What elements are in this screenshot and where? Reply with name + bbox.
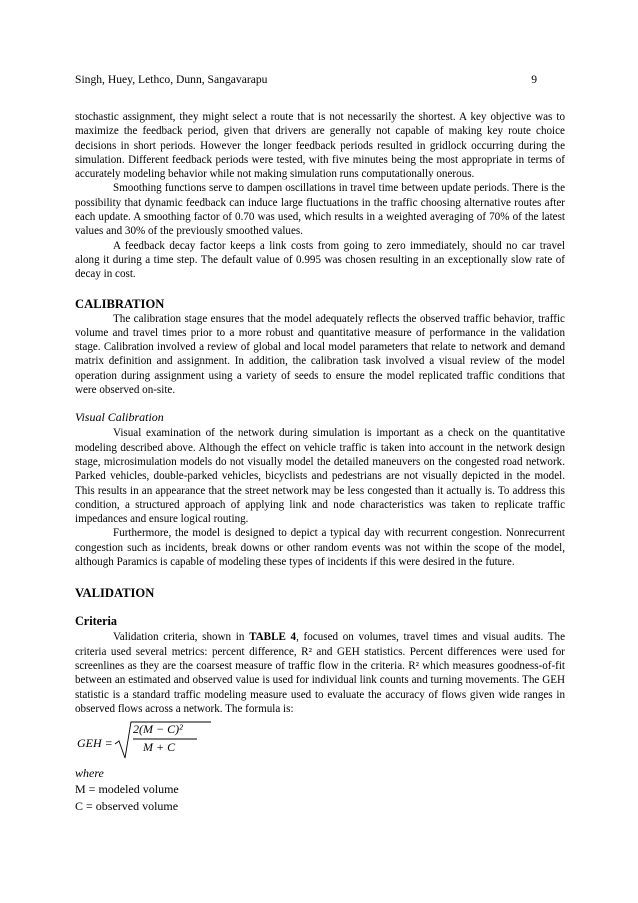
definition-m: M = modeled volume (75, 782, 179, 797)
definition-c: C = observed volume (75, 799, 179, 814)
paragraph: Visual examination of the network during simulation is important as a check on the quantitative modeling described above. Although the effect on vehicle traffic is taken into account in the network design stage, microsimulation models do not visually model the detailed maneuvers on the congested road network. Parked vehicles, double-parked vehicles, bicyclists and pedestrians are not visually depicted in the model. This results in an appearance that the street network may be less congested than it actually is. To address this condition, a structured approach of applying link and node characteristics was taken to replicate traffic impedances and ensure logical routing. (75, 427, 565, 526)
section-heading-validation: VALIDATION (75, 586, 155, 601)
page-header (75, 73, 563, 86)
section-heading-calibration: CALIBRATION (75, 296, 165, 311)
paragraph: Validation criteria, shown in TABLE 4, focused on volumes, travel times and visual audits. The criteria used several metrics: percent difference, R² and GEH statistics. Percent differences were used for screenlines as they are the coarsest measure of traffic flow in the criteria. R² which measures goodness-of-fit between an estimated and observed value is used for individual link counts and turning movements. The GEH statistic is a standard traffic modeling measure used to evaluate the accuracy of flows given wide ranges in observed flows across a network. The formula is: (75, 631, 565, 715)
formula-denominator: M + C (143, 740, 176, 755)
subsection-heading-criteria: Criteria (75, 614, 117, 629)
table-reference: TABLE 4 (249, 631, 297, 644)
paragraph: A feedback decay factor keeps a link costs from going to zero immediately, should no car travel along it during a time step. The default value of 0.995 was chosen resulting in an exceptionally slow rate of decay in cost. (75, 239, 565, 281)
paragraph: stochastic assignment, they might select a route that is not necessarily the shortest. A key objective was to maximize the feedback period, given that drivers are generally not capable of making key route choice decisions in short periods. However the longer feedback periods resulted in gridlock occurring during the simulation. Different feedback periods were tested, with five minutes being the most appropriate in terms of accurately modeling behavior while not making simulation runs computationally onerous. (75, 111, 565, 181)
paragraph: Smoothing functions serve to dampen oscillations in travel time between update periods. There is the possibility that dynamic feedback can induce large fluctuations in the traffic choosing alternative routes after each update. A smoothing factor of 0.70 was used, which results in a weighted averaging of 70% of the latest values and 30% of the previously smoothed values. (75, 182, 565, 238)
running-head-authors: Singh, Huey, Lethco, Dunn, Sangavarapu (75, 73, 268, 86)
paragraph: The calibration stage ensures that the model adequately reflects the observed traffic behavior, traffic volume and travel times prior to a more robust and quantitative measure of performance in the validation stage. Calibration involved a review of global and local model parameters that relate to network and demand matrix definition and assignment. In addition, the calibration task involved a visual review of the model operation during assignment using a variety of seeds to ensure the model replicated traffic conditions that were observed on-site. (75, 312, 565, 397)
page-body (75, 110, 565, 815)
subsection-heading-visual-calibration: Visual Calibration (75, 410, 164, 425)
paragraph: Furthermore, the model is designed to depict a typical day with recurrent congestion. Nonrecurrent congestion such as incidents, break downs or other random events was not within the scope of the model, although Paramics is capable of modeling these types of incidents if this were desired in the future. (75, 527, 565, 569)
formula-where: where (75, 766, 104, 781)
geh-formula (75, 720, 565, 760)
formula-numerator: 2(M − C)² (133, 722, 183, 737)
formula-lhs: GEH = (77, 736, 113, 751)
page-number: 9 (531, 73, 537, 86)
